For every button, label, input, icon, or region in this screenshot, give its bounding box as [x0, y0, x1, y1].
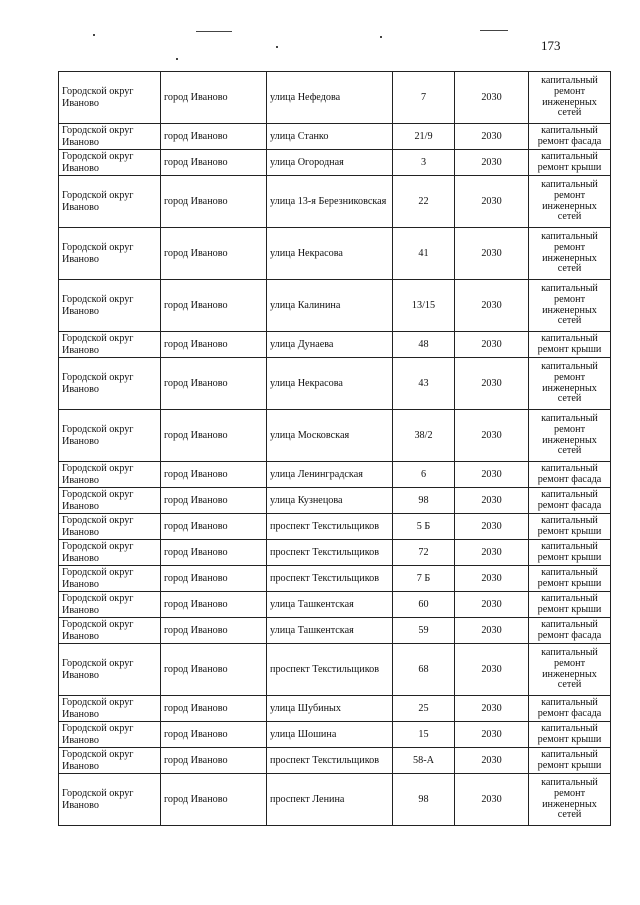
district-cell: Городской округ Иваново — [59, 462, 161, 488]
city-cell: город Иваново — [161, 618, 267, 644]
city-cell: город Иваново — [161, 488, 267, 514]
year-cell: 2030 — [455, 488, 529, 514]
district-cell: Городской округ Иваново — [59, 150, 161, 176]
work-type-cell: капитальный ремонт фасада — [529, 618, 611, 644]
work-type-cell: капитальный ремонт инженерных сетей — [529, 176, 611, 228]
work-type-cell: капитальный ремонт крыши — [529, 566, 611, 592]
district-cell: Городской округ Иваново — [59, 722, 161, 748]
district-cell: Городской округ Иваново — [59, 696, 161, 722]
house-number-cell: 72 — [393, 540, 455, 566]
street-cell: улица 13-я Березниковская — [267, 176, 393, 228]
work-type-cell: капитальный ремонт крыши — [529, 540, 611, 566]
scan-artifact — [276, 46, 278, 48]
year-cell: 2030 — [455, 358, 529, 410]
work-type-cell: капитальный ремонт фасада — [529, 462, 611, 488]
registry-table — [58, 71, 611, 826]
work-type-cell: капитальный ремонт фасада — [529, 124, 611, 150]
registry-table-body — [59, 72, 611, 826]
year-cell: 2030 — [455, 150, 529, 176]
work-type-cell: капитальный ремонт фасада — [529, 488, 611, 514]
city-cell: город Иваново — [161, 124, 267, 150]
table-row — [59, 722, 611, 748]
work-type-cell: капитальный ремонт фасада — [529, 696, 611, 722]
street-cell: улица Московская — [267, 410, 393, 462]
year-cell: 2030 — [455, 540, 529, 566]
table-row — [59, 540, 611, 566]
table-row — [59, 72, 611, 124]
district-cell: Городской округ Иваново — [59, 592, 161, 618]
house-number-cell: 25 — [393, 696, 455, 722]
city-cell: город Иваново — [161, 696, 267, 722]
district-cell: Городской округ Иваново — [59, 748, 161, 774]
district-cell: Городской округ Иваново — [59, 774, 161, 826]
table-row — [59, 176, 611, 228]
house-number-cell: 38/2 — [393, 410, 455, 462]
city-cell: город Иваново — [161, 150, 267, 176]
work-type-cell: капитальный ремонт инженерных сетей — [529, 774, 611, 826]
work-type-cell: капитальный ремонт инженерных сетей — [529, 72, 611, 124]
district-cell: Городской округ Иваново — [59, 124, 161, 150]
table-row — [59, 592, 611, 618]
year-cell: 2030 — [455, 462, 529, 488]
work-type-cell: капитальный ремонт инженерных сетей — [529, 358, 611, 410]
street-cell: проспект Текстильщиков — [267, 748, 393, 774]
work-type-cell: капитальный ремонт крыши — [529, 150, 611, 176]
scan-artifact — [380, 36, 382, 38]
street-cell: проспект Текстильщиков — [267, 644, 393, 696]
table-row — [59, 410, 611, 462]
year-cell: 2030 — [455, 72, 529, 124]
work-type-cell: капитальный ремонт крыши — [529, 514, 611, 540]
year-cell: 2030 — [455, 592, 529, 618]
street-cell: улица Некрасова — [267, 358, 393, 410]
house-number-cell: 3 — [393, 150, 455, 176]
year-cell: 2030 — [455, 176, 529, 228]
year-cell: 2030 — [455, 748, 529, 774]
house-number-cell: 7 Б — [393, 566, 455, 592]
year-cell: 2030 — [455, 124, 529, 150]
city-cell: город Иваново — [161, 748, 267, 774]
work-type-cell: капитальный ремонт инженерных сетей — [529, 410, 611, 462]
city-cell: город Иваново — [161, 514, 267, 540]
district-cell: Городской округ Иваново — [59, 280, 161, 332]
year-cell: 2030 — [455, 696, 529, 722]
table-row — [59, 332, 611, 358]
street-cell: проспект Текстильщиков — [267, 566, 393, 592]
scan-artifact — [93, 34, 95, 36]
work-type-cell: капитальный ремонт крыши — [529, 332, 611, 358]
district-cell: Городской округ Иваново — [59, 332, 161, 358]
house-number-cell: 60 — [393, 592, 455, 618]
district-cell: Городской округ Иваново — [59, 410, 161, 462]
street-cell: улица Огородная — [267, 150, 393, 176]
house-number-cell: 98 — [393, 774, 455, 826]
work-type-cell: капитальный ремонт инженерных сетей — [529, 280, 611, 332]
city-cell: город Иваново — [161, 280, 267, 332]
year-cell: 2030 — [455, 410, 529, 462]
table-row — [59, 150, 611, 176]
house-number-cell: 41 — [393, 228, 455, 280]
work-type-cell: капитальный ремонт инженерных сетей — [529, 228, 611, 280]
work-type-cell: капитальный ремонт крыши — [529, 748, 611, 774]
page-number: 173 — [541, 38, 561, 53]
city-cell: город Иваново — [161, 592, 267, 618]
house-number-cell: 7 — [393, 72, 455, 124]
city-cell: город Иваново — [161, 774, 267, 826]
district-cell: Городской округ Иваново — [59, 618, 161, 644]
district-cell: Городской округ Иваново — [59, 228, 161, 280]
house-number-cell: 98 — [393, 488, 455, 514]
city-cell: город Иваново — [161, 228, 267, 280]
table-row — [59, 566, 611, 592]
street-cell: улица Ташкентская — [267, 618, 393, 644]
work-type-cell: капитальный ремонт крыши — [529, 592, 611, 618]
city-cell: город Иваново — [161, 176, 267, 228]
table-row — [59, 228, 611, 280]
district-cell: Городской округ Иваново — [59, 566, 161, 592]
district-cell: Городской округ Иваново — [59, 72, 161, 124]
table-row — [59, 774, 611, 826]
table-row — [59, 280, 611, 332]
year-cell: 2030 — [455, 566, 529, 592]
house-number-cell: 6 — [393, 462, 455, 488]
house-number-cell: 13/15 — [393, 280, 455, 332]
scan-artifact — [196, 31, 232, 32]
house-number-cell: 15 — [393, 722, 455, 748]
street-cell: улица Дунаева — [267, 332, 393, 358]
street-cell: улица Ленинградская — [267, 462, 393, 488]
house-number-cell: 21/9 — [393, 124, 455, 150]
house-number-cell: 68 — [393, 644, 455, 696]
table-row — [59, 618, 611, 644]
city-cell: город Иваново — [161, 566, 267, 592]
city-cell: город Иваново — [161, 332, 267, 358]
district-cell: Городской округ Иваново — [59, 488, 161, 514]
city-cell: город Иваново — [161, 462, 267, 488]
year-cell: 2030 — [455, 332, 529, 358]
house-number-cell: 59 — [393, 618, 455, 644]
year-cell: 2030 — [455, 228, 529, 280]
street-cell: улица Калинина — [267, 280, 393, 332]
table-row — [59, 488, 611, 514]
year-cell: 2030 — [455, 280, 529, 332]
house-number-cell: 5 Б — [393, 514, 455, 540]
district-cell: Городской округ Иваново — [59, 514, 161, 540]
scan-artifact — [480, 30, 508, 31]
house-number-cell: 48 — [393, 332, 455, 358]
street-cell: улица Шубиных — [267, 696, 393, 722]
year-cell: 2030 — [455, 774, 529, 826]
table-row — [59, 644, 611, 696]
district-cell: Городской округ Иваново — [59, 540, 161, 566]
city-cell: город Иваново — [161, 358, 267, 410]
street-cell: улица Шошина — [267, 722, 393, 748]
table-row — [59, 696, 611, 722]
year-cell: 2030 — [455, 644, 529, 696]
work-type-cell: капитальный ремонт крыши — [529, 722, 611, 748]
city-cell: город Иваново — [161, 722, 267, 748]
house-number-cell: 43 — [393, 358, 455, 410]
year-cell: 2030 — [455, 514, 529, 540]
district-cell: Городской округ Иваново — [59, 358, 161, 410]
city-cell: город Иваново — [161, 540, 267, 566]
table-row — [59, 124, 611, 150]
street-cell: улица Станко — [267, 124, 393, 150]
house-number-cell: 58-А — [393, 748, 455, 774]
street-cell: проспект Текстильщиков — [267, 514, 393, 540]
street-cell: проспект Текстильщиков — [267, 540, 393, 566]
table-row — [59, 462, 611, 488]
table-row — [59, 514, 611, 540]
district-cell: Городской округ Иваново — [59, 644, 161, 696]
street-cell: улица Ташкентская — [267, 592, 393, 618]
house-number-cell: 22 — [393, 176, 455, 228]
street-cell: улица Кузнецова — [267, 488, 393, 514]
scan-artifact — [176, 58, 178, 60]
table-row — [59, 358, 611, 410]
street-cell: проспект Ленина — [267, 774, 393, 826]
street-cell: улица Нефедова — [267, 72, 393, 124]
city-cell: город Иваново — [161, 644, 267, 696]
street-cell: улица Некрасова — [267, 228, 393, 280]
year-cell: 2030 — [455, 722, 529, 748]
district-cell: Городской округ Иваново — [59, 176, 161, 228]
city-cell: город Иваново — [161, 72, 267, 124]
year-cell: 2030 — [455, 618, 529, 644]
table-row — [59, 748, 611, 774]
work-type-cell: капитальный ремонт инженерных сетей — [529, 644, 611, 696]
city-cell: город Иваново — [161, 410, 267, 462]
